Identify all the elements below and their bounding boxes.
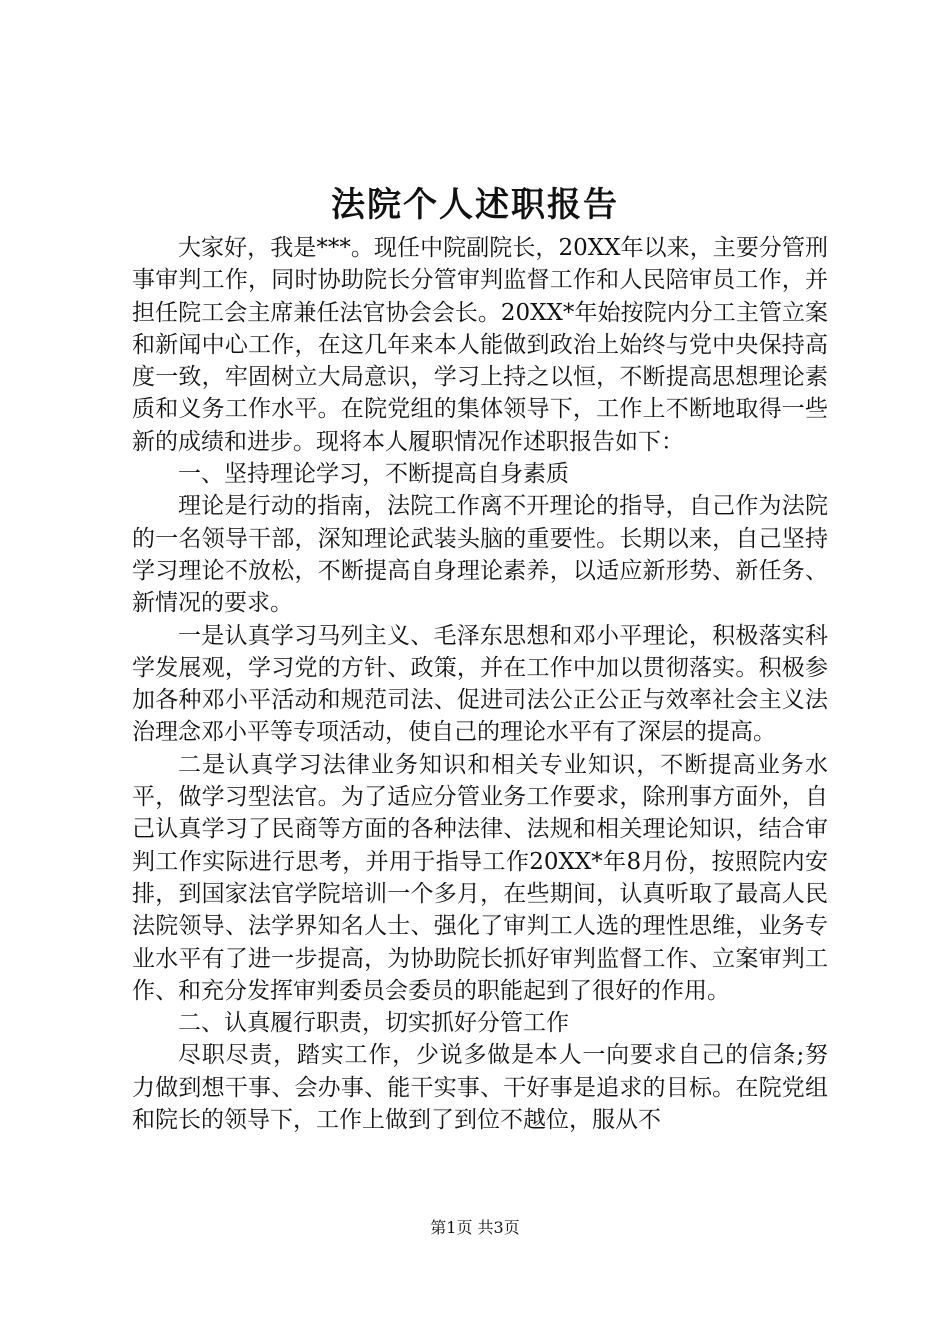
section-heading-2: 二、认真履行职责，切实抓好分管工作 xyxy=(178,1010,569,1037)
paragraph-intro: 大家好，我是***。现任中院副院长，20XX年以来，主要分管刑事审判工作，同时协助院长分管审判监督工作和人民陪审员工作，并担任院工会主席兼任法官协会会长。20XX*年始按院内分工主管立案和新闻中心工作，在这几年来本人能做到政治上始终与党中央保持高度一致，牢固树立大局意识，学习上持之以恒，不断提高思想理论素质和义务工作水平。在院党组的集体领导下，工作上不断地取得一些新的成绩和进步。现将本人履职情况作述职报告如下： xyxy=(132,235,828,455)
document-body xyxy=(132,232,828,1136)
document-title: 法院个人述职报告 xyxy=(331,185,619,225)
paragraph-point-one: 一是认真学习马列主义、毛泽东思想和邓小平理论，积极落实科学发展观，学习党的方针、政策，并在工作中加以贯彻落实。积极参加各种邓小平活动和规范司法、促进司法公正公正与效率社会主义法治理念邓小平等专项活动，使自己的理论水平有了深层的提高。 xyxy=(132,622,828,746)
section-heading-1: 一、坚持理论学习，不断提高自身素质 xyxy=(178,461,569,488)
paragraph-duties: 尽职尽责，踏实工作，少说多做是本人一向要求自己的信条;努力做到想干事、会办事、能干实事、干好事是追求的目标。在院党组和院长的领导下，工作上做到了到位不越位，服从不 xyxy=(132,1042,828,1134)
paragraph-theory: 理论是行动的指南，法院工作离不开理论的指导，自己作为法院的一名领导干部，深知理论武装头脑的重要性。长期以来，自己坚持学习理论不放松，不断提高自身理论素养，以适应新形势、新任务、新情况的要求。 xyxy=(132,493,828,617)
page-footer: 第1页 共3页 xyxy=(430,1218,520,1237)
paragraph-point-two: 二是认真学习法律业务知识和相关专业知识，不断提高业务水平，做学习型法官。为了适应分管业务工作要求，除刑事方面外，自己认真学习了民商等方面的各种法律、法规和相关理论知识，结合审判工作实际进行思考，并用于指导工作20XX*年8月份，按照院内安排，到国家法官学院培训一个多月，在些期间，认真听取了最高人民法院领导、法学界知名人士、强化了审判工人选的理性思维，业务专业水平有了进一步提高，为协助院长抓好审判监督工作、立案审判工作、和充分发挥审判委员会委员的职能起到了很好的作用。 xyxy=(132,751,828,1004)
